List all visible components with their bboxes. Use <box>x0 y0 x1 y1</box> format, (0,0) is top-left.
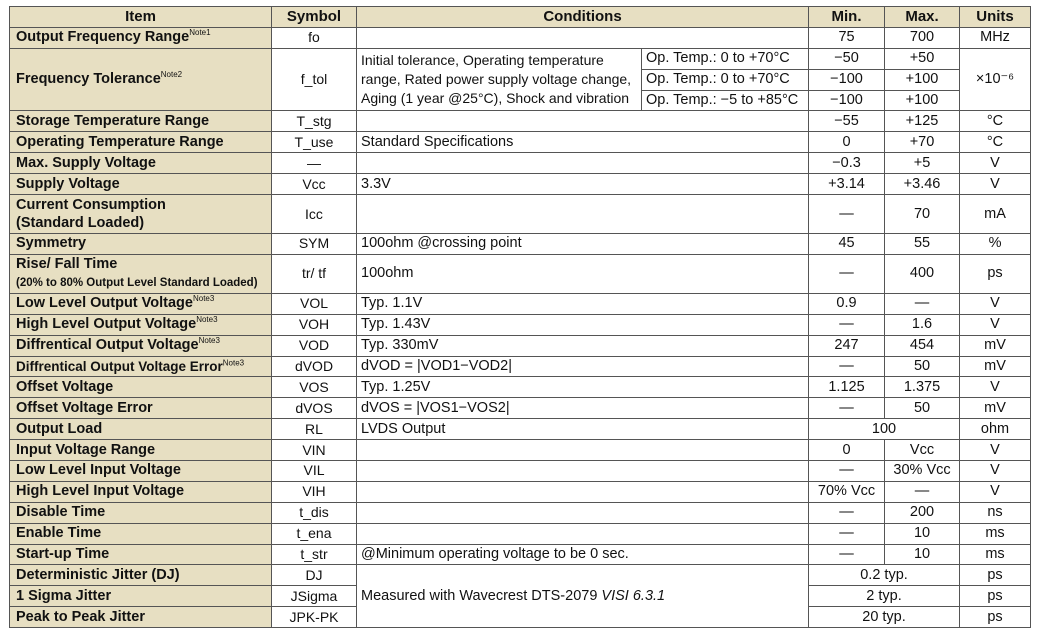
item-cell: Frequency Tolerance$^{Note2}$ <box>10 48 272 111</box>
header-symbol: Symbol <box>272 7 357 28</box>
table-row <box>10 523 1031 544</box>
symbol-cell: tr/ tf <box>272 254 357 293</box>
table-row <box>10 27 1031 48</box>
condition-cell <box>357 153 809 174</box>
symbol-cell: dVOD <box>272 356 357 377</box>
units-cell: ns <box>960 502 1031 523</box>
min-cell: 70% Vcc <box>809 481 885 502</box>
table-row <box>10 132 1031 153</box>
table-row <box>10 565 1031 586</box>
condition-cell <box>357 502 809 523</box>
table-row <box>10 195 1031 234</box>
min-cell: — <box>809 523 885 544</box>
symbol-cell: VOL <box>272 293 357 314</box>
symbol-cell: T_use <box>272 132 357 153</box>
condition-cell <box>357 461 809 482</box>
condition-cell: Measured with Wavecrest DTS-2079 VISI 6.3.1 <box>357 565 809 628</box>
units-cell: ohm <box>960 419 1031 440</box>
value-cell: 100 <box>809 419 960 440</box>
item-cell: Deterministic Jitter (DJ) <box>10 565 272 586</box>
symbol-cell: JPK-PK <box>272 607 357 628</box>
symbol-cell: t_dis <box>272 502 357 523</box>
header-conditions: Conditions <box>357 7 809 28</box>
symbol-cell: f_tol <box>272 48 357 111</box>
units-cell: ms <box>960 523 1031 544</box>
min-cell: 0 <box>809 440 885 461</box>
max-cell: 454 <box>885 335 960 356</box>
table-row <box>10 544 1031 565</box>
max-cell: 50 <box>885 356 960 377</box>
sub-condition-cell: Op. Temp.: 0 to +70°C <box>642 48 809 69</box>
max-cell: +125 <box>885 111 960 132</box>
units-cell: V <box>960 440 1031 461</box>
max-cell: +100 <box>885 90 960 111</box>
table-row <box>10 502 1031 523</box>
symbol-cell: VIL <box>272 461 357 482</box>
min-cell: −100 <box>809 90 885 111</box>
condition-cell <box>357 195 809 234</box>
table-row <box>10 398 1031 419</box>
max-cell: 50 <box>885 398 960 419</box>
item-cell: Storage Temperature Range <box>10 111 272 132</box>
max-cell: 1.6 <box>885 314 960 335</box>
units-cell: ps <box>960 254 1031 293</box>
min-cell: −100 <box>809 69 885 90</box>
table-row <box>10 314 1031 335</box>
table-row <box>10 234 1031 255</box>
item-cell: Symmetry <box>10 234 272 255</box>
symbol-cell: T_stg <box>272 111 357 132</box>
item-cell: High Level Input Voltage <box>10 481 272 502</box>
units-cell: V <box>960 481 1031 502</box>
units-cell: °C <box>960 132 1031 153</box>
condition-cell: dVOD = |VOD1−VOD2| <box>357 356 809 377</box>
symbol-cell: dVOS <box>272 398 357 419</box>
symbol-cell: JSigma <box>272 586 357 607</box>
table-row <box>10 377 1031 398</box>
units-cell: V <box>960 377 1031 398</box>
min-cell: — <box>809 461 885 482</box>
symbol-cell: VOS <box>272 377 357 398</box>
min-cell: — <box>809 502 885 523</box>
max-cell: 200 <box>885 502 960 523</box>
condition-cell: LVDS Output <box>357 419 809 440</box>
units-cell: ps <box>960 607 1031 628</box>
min-cell: 247 <box>809 335 885 356</box>
table-row <box>10 419 1031 440</box>
table-row <box>10 153 1031 174</box>
item-cell: Output Load <box>10 419 272 440</box>
condition-cell: 3.3V <box>357 174 809 195</box>
max-cell: — <box>885 293 960 314</box>
item-cell: Operating Temperature Range <box>10 132 272 153</box>
symbol-cell: VOD <box>272 335 357 356</box>
max-cell: 400 <box>885 254 960 293</box>
item-cell: Enable Time <box>10 523 272 544</box>
units-cell: mA <box>960 195 1031 234</box>
units-cell: ms <box>960 544 1031 565</box>
units-cell: ×10⁻⁶ <box>960 48 1031 111</box>
units-cell: % <box>960 234 1031 255</box>
condition-cell: Initial tolerance, Operating temperature range, Rated power supply voltage change, Aging (1 year @25°C), Shock and vibration <box>357 48 642 111</box>
condition-cell: dVOS = |VOS1−VOS2| <box>357 398 809 419</box>
item-cell: 1 Sigma Jitter <box>10 586 272 607</box>
item-cell: Diffrentical Output Voltage Error$^{Note3}$ <box>10 356 272 377</box>
max-cell: 10 <box>885 544 960 565</box>
condition-cell <box>357 27 809 48</box>
item-cell: Offset Voltage <box>10 377 272 398</box>
min-cell: 45 <box>809 234 885 255</box>
min-cell: — <box>809 398 885 419</box>
max-cell: +50 <box>885 48 960 69</box>
symbol-cell: t_str <box>272 544 357 565</box>
item-cell: Supply Voltage <box>10 174 272 195</box>
units-cell: ps <box>960 586 1031 607</box>
condition-cell: 100ohm @crossing point <box>357 234 809 255</box>
table-row <box>10 461 1031 482</box>
condition-cell: Typ. 1.25V <box>357 377 809 398</box>
symbol-cell: VIN <box>272 440 357 461</box>
min-cell: 1.125 <box>809 377 885 398</box>
condition-cell: @Minimum operating voltage to be 0 sec. <box>357 544 809 565</box>
units-cell: V <box>960 174 1031 195</box>
min-cell: — <box>809 195 885 234</box>
header-max: Max. <box>885 7 960 28</box>
max-cell: +70 <box>885 132 960 153</box>
min-cell: −55 <box>809 111 885 132</box>
condition-cell <box>357 440 809 461</box>
max-cell: 1.375 <box>885 377 960 398</box>
value-cell: 2 typ. <box>809 586 960 607</box>
max-cell: 55 <box>885 234 960 255</box>
sub-condition-cell: Op. Temp.: 0 to +70°C <box>642 69 809 90</box>
symbol-cell: SYM <box>272 234 357 255</box>
max-cell: +5 <box>885 153 960 174</box>
condition-cell <box>357 523 809 544</box>
condition-cell: Standard Specifications <box>357 132 809 153</box>
min-cell: +3.14 <box>809 174 885 195</box>
specifications-table <box>9 6 1031 628</box>
table-row <box>10 111 1031 132</box>
item-cell: Disable Time <box>10 502 272 523</box>
item-cell: High Level Output Voltage$^{Note3}$ <box>10 314 272 335</box>
symbol-cell: fo <box>272 27 357 48</box>
table-row <box>10 48 1031 69</box>
min-cell: — <box>809 314 885 335</box>
min-cell: — <box>809 254 885 293</box>
min-cell: −0.3 <box>809 153 885 174</box>
units-cell: V <box>960 461 1031 482</box>
condition-cell <box>357 481 809 502</box>
condition-cell: Typ. 330mV <box>357 335 809 356</box>
item-cell: Diffrentical Output Voltage$^{Note3}$ <box>10 335 272 356</box>
units-cell: V <box>960 153 1031 174</box>
min-cell: 0.9 <box>809 293 885 314</box>
units-cell: ps <box>960 565 1031 586</box>
units-cell: mV <box>960 335 1031 356</box>
symbol-cell: t_ena <box>272 523 357 544</box>
units-cell: V <box>960 314 1031 335</box>
units-cell: MHz <box>960 27 1031 48</box>
header-row <box>10 7 1031 28</box>
item-cell: Low Level Output Voltage$^{Note3}$ <box>10 293 272 314</box>
item-cell: Offset Voltage Error <box>10 398 272 419</box>
max-cell: Vcc <box>885 440 960 461</box>
item-cell: Output Frequency Range$^{Note1}$ <box>10 27 272 48</box>
min-cell: −50 <box>809 48 885 69</box>
units-cell: mV <box>960 398 1031 419</box>
condition-cell: 100ohm <box>357 254 809 293</box>
item-cell: Input Voltage Range <box>10 440 272 461</box>
table-row <box>10 174 1031 195</box>
header-min: Min. <box>809 7 885 28</box>
condition-cell <box>357 111 809 132</box>
symbol-cell: DJ <box>272 565 357 586</box>
units-cell: mV <box>960 356 1031 377</box>
max-cell: +100 <box>885 69 960 90</box>
sub-condition-cell: Op. Temp.: −5 to +85°C <box>642 90 809 111</box>
table-row <box>10 440 1031 461</box>
symbol-cell: RL <box>272 419 357 440</box>
symbol-cell: VOH <box>272 314 357 335</box>
max-cell: — <box>885 481 960 502</box>
min-cell: — <box>809 544 885 565</box>
header-units: Units <box>960 7 1031 28</box>
max-cell: 700 <box>885 27 960 48</box>
table-row <box>10 356 1031 377</box>
item-cell: Start-up Time <box>10 544 272 565</box>
value-cell: 0.2 typ. <box>809 565 960 586</box>
item-cell: Max. Supply Voltage <box>10 153 272 174</box>
table-row <box>10 335 1031 356</box>
header-item: Item <box>10 7 272 28</box>
min-cell: 0 <box>809 132 885 153</box>
item-cell: Low Level Input Voltage <box>10 461 272 482</box>
max-cell: 70 <box>885 195 960 234</box>
units-cell: V <box>960 293 1031 314</box>
max-cell: 10 <box>885 523 960 544</box>
symbol-cell: VIH <box>272 481 357 502</box>
units-cell: °C <box>960 111 1031 132</box>
item-cell: Rise/ Fall Time (20% to 80% Output Level Standard Loaded) <box>10 254 272 293</box>
condition-cell: Typ. 1.1V <box>357 293 809 314</box>
symbol-cell: Icc <box>272 195 357 234</box>
value-cell: 20 typ. <box>809 607 960 628</box>
symbol-cell: Vcc <box>272 174 357 195</box>
table-row <box>10 254 1031 293</box>
min-cell: 75 <box>809 27 885 48</box>
condition-cell: Typ. 1.43V <box>357 314 809 335</box>
symbol-cell: — <box>272 153 357 174</box>
item-cell: Current Consumption (Standard Loaded) <box>10 195 272 234</box>
max-cell: +3.46 <box>885 174 960 195</box>
table-row <box>10 293 1031 314</box>
max-cell: 30% Vcc <box>885 461 960 482</box>
min-cell: — <box>809 356 885 377</box>
item-cell: Peak to Peak Jitter <box>10 607 272 628</box>
table-row <box>10 481 1031 502</box>
